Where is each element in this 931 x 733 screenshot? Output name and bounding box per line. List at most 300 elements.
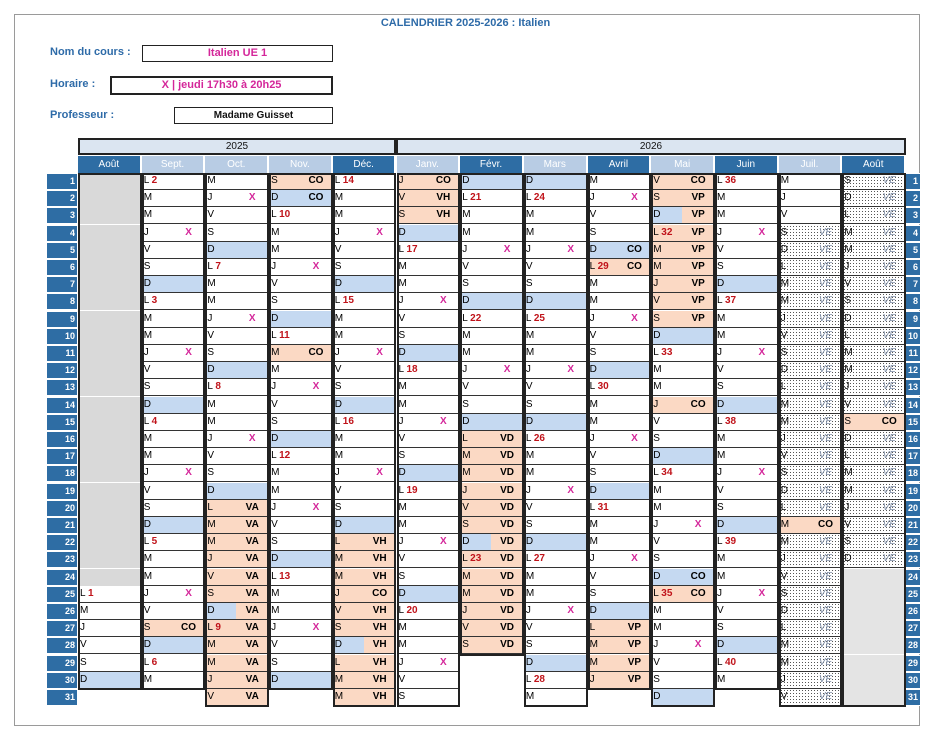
day-cell[interactable]: M	[333, 311, 364, 328]
day-note[interactable]	[682, 672, 715, 689]
day-cell[interactable]: J	[842, 259, 873, 276]
day-note[interactable]: CO	[300, 173, 333, 190]
day-note[interactable]	[364, 311, 397, 328]
day-cell[interactable]: S	[269, 173, 300, 190]
day-note[interactable]	[619, 328, 652, 345]
day-note[interactable]	[173, 551, 206, 568]
day-note[interactable]	[364, 414, 397, 431]
day-cell[interactable]: M	[651, 242, 682, 259]
day-note[interactable]: X	[300, 379, 333, 396]
day-note[interactable]	[300, 465, 333, 482]
course-field[interactable]: Italien UE 1	[142, 45, 333, 62]
day-note[interactable]	[236, 173, 269, 190]
day-note[interactable]: CO	[682, 397, 715, 414]
day-cell[interactable]: L 13	[269, 569, 300, 586]
day-note[interactable]	[619, 483, 652, 500]
day-cell[interactable]: S	[842, 293, 873, 310]
day-cell[interactable]: D	[779, 483, 810, 500]
day-cell[interactable]: M	[333, 551, 364, 568]
day-note[interactable]: VE	[873, 207, 906, 224]
day-cell[interactable]: L 19	[397, 483, 428, 500]
day-note[interactable]	[555, 500, 588, 517]
day-cell[interactable]: M	[142, 551, 173, 568]
day-note[interactable]	[173, 637, 206, 654]
day-cell[interactable]: M	[779, 173, 810, 190]
day-note[interactable]: CO	[682, 569, 715, 586]
day-note[interactable]	[173, 293, 206, 310]
day-note[interactable]	[555, 173, 588, 190]
day-note[interactable]	[173, 672, 206, 689]
day-cell[interactable]: L 20	[397, 603, 428, 620]
day-note[interactable]: VH	[428, 190, 461, 207]
day-cell[interactable]: L 14	[333, 173, 364, 190]
day-note[interactable]	[555, 431, 588, 448]
day-note[interactable]	[173, 603, 206, 620]
day-cell[interactable]: M	[524, 207, 555, 224]
day-cell[interactable]: J	[460, 242, 491, 259]
day-note[interactable]	[109, 637, 142, 654]
day-note[interactable]: X	[173, 586, 206, 603]
day-note[interactable]: CO	[364, 586, 397, 603]
day-cell[interactable]: M	[205, 517, 236, 534]
day-cell[interactable]: V	[715, 603, 746, 620]
day-cell[interactable]: L 22	[460, 311, 491, 328]
day-cell[interactable]: D	[779, 242, 810, 259]
day-cell[interactable]: J	[397, 414, 428, 431]
day-cell[interactable]: D	[333, 637, 364, 654]
day-note[interactable]	[173, 448, 206, 465]
day-note[interactable]: VD	[491, 534, 524, 551]
day-cell[interactable]: L 35	[651, 586, 682, 603]
day-cell[interactable]: S	[142, 259, 173, 276]
day-note[interactable]	[173, 431, 206, 448]
day-cell[interactable]: M	[397, 259, 428, 276]
day-note[interactable]: VE	[810, 483, 843, 500]
day-note[interactable]: VP	[619, 637, 652, 654]
day-note[interactable]: VE	[873, 225, 906, 242]
day-cell[interactable]: L 15	[333, 293, 364, 310]
day-cell[interactable]: J	[524, 483, 555, 500]
day-note[interactable]: VA	[236, 534, 269, 551]
day-note[interactable]	[300, 534, 333, 551]
day-note[interactable]: VE	[810, 345, 843, 362]
day-note[interactable]: VA	[236, 569, 269, 586]
day-note[interactable]: X	[364, 225, 397, 242]
day-note[interactable]	[300, 414, 333, 431]
day-cell[interactable]: L 21	[460, 190, 491, 207]
day-cell[interactable]: V	[460, 379, 491, 396]
day-note[interactable]: VE	[873, 551, 906, 568]
day-cell[interactable]: M	[333, 328, 364, 345]
day-cell[interactable]: V	[460, 620, 491, 637]
day-cell[interactable]: L 37	[715, 293, 746, 310]
day-cell[interactable]: M	[715, 569, 746, 586]
day-note[interactable]: X	[300, 500, 333, 517]
day-cell[interactable]: M	[205, 534, 236, 551]
day-cell[interactable]: L 32	[651, 225, 682, 242]
day-note[interactable]: VD	[491, 586, 524, 603]
day-cell[interactable]: M	[588, 276, 619, 293]
day-cell[interactable]: D	[397, 225, 428, 242]
day-note[interactable]	[746, 500, 779, 517]
day-note[interactable]	[300, 397, 333, 414]
day-cell[interactable]: S	[651, 431, 682, 448]
day-cell[interactable]: M	[651, 259, 682, 276]
day-cell[interactable]: V	[269, 276, 300, 293]
day-note[interactable]	[746, 207, 779, 224]
day-note[interactable]: VD	[491, 483, 524, 500]
day-note[interactable]	[555, 655, 588, 672]
day-cell[interactable]: J	[779, 311, 810, 328]
day-cell[interactable]: L 16	[333, 414, 364, 431]
day-cell[interactable]: D	[333, 397, 364, 414]
day-note[interactable]	[236, 379, 269, 396]
day-cell[interactable]: V	[397, 311, 428, 328]
day-note[interactable]	[555, 397, 588, 414]
day-note[interactable]	[173, 379, 206, 396]
day-cell[interactable]: V	[842, 517, 873, 534]
day-cell[interactable]: L 18	[397, 362, 428, 379]
day-cell[interactable]: S	[205, 586, 236, 603]
day-cell[interactable]: L 2	[142, 173, 173, 190]
day-cell[interactable]: D	[524, 173, 555, 190]
day-cell[interactable]: V	[842, 276, 873, 293]
day-cell[interactable]: M	[269, 483, 300, 500]
day-note[interactable]	[682, 551, 715, 568]
day-note[interactable]: X	[619, 431, 652, 448]
day-cell[interactable]: J	[205, 672, 236, 689]
day-cell[interactable]: J	[842, 379, 873, 396]
day-cell[interactable]: D	[397, 586, 428, 603]
day-note[interactable]: VE	[810, 465, 843, 482]
day-cell[interactable]: L 33	[651, 345, 682, 362]
day-cell[interactable]: D	[205, 362, 236, 379]
day-note[interactable]	[682, 500, 715, 517]
day-note[interactable]	[491, 328, 524, 345]
day-note[interactable]	[364, 397, 397, 414]
day-cell[interactable]: D	[142, 276, 173, 293]
day-cell[interactable]: J	[142, 465, 173, 482]
day-note[interactable]	[428, 259, 461, 276]
day-note[interactable]	[364, 293, 397, 310]
day-cell[interactable]: V	[205, 328, 236, 345]
day-cell[interactable]: D	[78, 672, 109, 689]
day-note[interactable]	[364, 276, 397, 293]
day-note[interactable]: VE	[810, 448, 843, 465]
day-cell[interactable]: L 27	[524, 551, 555, 568]
day-note[interactable]	[682, 620, 715, 637]
day-note[interactable]	[810, 190, 843, 207]
day-cell[interactable]: D	[588, 242, 619, 259]
day-note[interactable]	[109, 586, 142, 603]
day-cell[interactable]: J	[78, 620, 109, 637]
day-cell[interactable]: M	[588, 397, 619, 414]
day-note[interactable]: VE	[810, 414, 843, 431]
day-cell[interactable]: D	[460, 534, 491, 551]
day-note[interactable]	[236, 293, 269, 310]
day-note[interactable]	[300, 448, 333, 465]
day-note[interactable]	[555, 328, 588, 345]
day-cell[interactable]: L 23	[460, 551, 491, 568]
day-note[interactable]: VE	[873, 534, 906, 551]
day-note[interactable]: VE	[873, 173, 906, 190]
day-cell[interactable]: L 30	[588, 379, 619, 396]
day-note[interactable]: X	[491, 362, 524, 379]
day-cell[interactable]: V	[588, 448, 619, 465]
day-cell[interactable]: V	[333, 603, 364, 620]
day-note[interactable]	[236, 207, 269, 224]
day-note[interactable]: VP	[682, 276, 715, 293]
day-cell[interactable]: D	[205, 603, 236, 620]
day-note[interactable]: X	[746, 586, 779, 603]
day-cell[interactable]: S	[588, 465, 619, 482]
day-cell[interactable]: M	[588, 414, 619, 431]
day-cell[interactable]: D	[142, 637, 173, 654]
day-note[interactable]	[236, 362, 269, 379]
day-note[interactable]: X	[173, 225, 206, 242]
day-note[interactable]	[619, 345, 652, 362]
day-cell[interactable]: D	[333, 517, 364, 534]
day-cell[interactable]: V	[397, 431, 428, 448]
day-cell[interactable]: S	[397, 569, 428, 586]
day-note[interactable]: VE	[873, 431, 906, 448]
day-cell[interactable]: S	[460, 637, 491, 654]
day-cell[interactable]: V	[397, 190, 428, 207]
day-note[interactable]	[364, 259, 397, 276]
day-note[interactable]	[364, 190, 397, 207]
day-cell[interactable]: J	[142, 225, 173, 242]
day-cell[interactable]: M	[269, 465, 300, 482]
day-note[interactable]	[619, 603, 652, 620]
day-cell[interactable]: S	[397, 207, 428, 224]
day-cell[interactable]: M	[651, 500, 682, 517]
day-note[interactable]: VE	[810, 379, 843, 396]
day-cell[interactable]: M	[651, 603, 682, 620]
day-note[interactable]	[236, 276, 269, 293]
day-cell[interactable]: D	[397, 465, 428, 482]
day-note[interactable]: X	[300, 259, 333, 276]
day-note[interactable]	[555, 672, 588, 689]
day-note[interactable]	[619, 379, 652, 396]
day-cell[interactable]: S	[651, 672, 682, 689]
day-cell[interactable]: J	[142, 586, 173, 603]
day-cell[interactable]: V	[205, 448, 236, 465]
day-note[interactable]	[300, 431, 333, 448]
day-note[interactable]	[555, 448, 588, 465]
day-cell[interactable]: M	[588, 534, 619, 551]
day-cell[interactable]: M	[779, 637, 810, 654]
day-cell[interactable]: M	[397, 379, 428, 396]
day-note[interactable]: VE	[873, 276, 906, 293]
day-note[interactable]	[555, 311, 588, 328]
day-note[interactable]	[300, 637, 333, 654]
day-note[interactable]	[173, 242, 206, 259]
day-cell[interactable]: M	[205, 397, 236, 414]
day-cell[interactable]: J	[397, 173, 428, 190]
day-cell[interactable]: S	[460, 517, 491, 534]
day-cell[interactable]: M	[651, 362, 682, 379]
day-cell[interactable]: S	[779, 465, 810, 482]
day-note[interactable]	[555, 465, 588, 482]
day-note[interactable]	[173, 414, 206, 431]
day-note[interactable]: X	[746, 465, 779, 482]
day-cell[interactable]: J	[142, 345, 173, 362]
day-cell[interactable]: M	[460, 207, 491, 224]
day-cell[interactable]: L 25	[524, 311, 555, 328]
day-note[interactable]	[428, 397, 461, 414]
day-cell[interactable]: D	[269, 672, 300, 689]
day-note[interactable]: VE	[810, 569, 843, 586]
day-note[interactable]	[682, 689, 715, 706]
day-cell[interactable]: S	[142, 379, 173, 396]
day-note[interactable]: VE	[810, 534, 843, 551]
day-cell[interactable]: V	[779, 448, 810, 465]
day-cell[interactable]: J	[460, 483, 491, 500]
day-cell[interactable]: S	[842, 414, 873, 431]
day-note[interactable]	[555, 259, 588, 276]
day-cell[interactable]: M	[333, 689, 364, 706]
day-cell[interactable]: M	[460, 569, 491, 586]
day-cell[interactable]: M	[333, 207, 364, 224]
day-cell[interactable]: S	[651, 190, 682, 207]
day-cell[interactable]: S	[524, 397, 555, 414]
day-note[interactable]	[746, 362, 779, 379]
day-note[interactable]	[746, 190, 779, 207]
day-note[interactable]	[746, 431, 779, 448]
day-note[interactable]	[364, 173, 397, 190]
day-note[interactable]	[173, 397, 206, 414]
day-note[interactable]	[300, 655, 333, 672]
day-cell[interactable]: L 1	[78, 586, 109, 603]
day-cell[interactable]: L 31	[588, 500, 619, 517]
day-cell[interactable]: M	[269, 586, 300, 603]
day-cell[interactable]: S	[524, 637, 555, 654]
day-note[interactable]: VE	[810, 225, 843, 242]
day-cell[interactable]: D	[651, 448, 682, 465]
day-cell[interactable]: J	[269, 500, 300, 517]
day-cell[interactable]: S	[142, 620, 173, 637]
day-cell[interactable]: J	[205, 431, 236, 448]
day-cell[interactable]: J	[651, 276, 682, 293]
day-cell[interactable]: M	[524, 225, 555, 242]
day-note[interactable]: VE	[873, 517, 906, 534]
day-cell[interactable]: M	[269, 603, 300, 620]
day-note[interactable]	[173, 190, 206, 207]
day-note[interactable]	[428, 448, 461, 465]
day-cell[interactable]: V	[460, 500, 491, 517]
day-note[interactable]	[491, 190, 524, 207]
day-note[interactable]	[682, 414, 715, 431]
day-cell[interactable]: L 17	[397, 242, 428, 259]
day-cell[interactable]: L 28	[524, 672, 555, 689]
day-cell[interactable]: M	[269, 242, 300, 259]
day-cell[interactable]: M	[524, 328, 555, 345]
day-cell[interactable]: M	[142, 328, 173, 345]
day-note[interactable]	[300, 603, 333, 620]
day-cell[interactable]: D	[269, 431, 300, 448]
day-cell[interactable]: S	[205, 465, 236, 482]
day-note[interactable]	[428, 637, 461, 654]
day-note[interactable]	[428, 465, 461, 482]
day-note[interactable]	[746, 569, 779, 586]
day-cell[interactable]: S	[842, 534, 873, 551]
day-note[interactable]: VE	[873, 293, 906, 310]
day-note[interactable]: VE	[810, 586, 843, 603]
day-cell[interactable]: M	[524, 569, 555, 586]
day-note[interactable]	[619, 465, 652, 482]
day-note[interactable]	[364, 483, 397, 500]
day-note[interactable]	[555, 637, 588, 654]
day-cell[interactable]: D	[842, 431, 873, 448]
day-note[interactable]	[746, 259, 779, 276]
day-cell[interactable]: V	[333, 362, 364, 379]
day-note[interactable]: X	[746, 225, 779, 242]
day-note[interactable]: VD	[491, 569, 524, 586]
day-cell[interactable]: S	[333, 259, 364, 276]
day-cell[interactable]: S	[205, 225, 236, 242]
day-note[interactable]	[109, 672, 142, 689]
day-note[interactable]: VE	[810, 500, 843, 517]
day-cell[interactable]: S	[779, 586, 810, 603]
day-cell[interactable]: D	[651, 689, 682, 706]
day-note[interactable]: X	[555, 483, 588, 500]
day-cell[interactable]: V	[588, 569, 619, 586]
day-cell[interactable]: M	[397, 276, 428, 293]
day-cell[interactable]: L	[779, 500, 810, 517]
day-cell[interactable]: M	[333, 672, 364, 689]
day-note[interactable]	[428, 569, 461, 586]
day-note[interactable]: VE	[810, 655, 843, 672]
day-note[interactable]	[428, 500, 461, 517]
day-note[interactable]	[746, 379, 779, 396]
day-note[interactable]	[619, 448, 652, 465]
day-cell[interactable]: J	[651, 397, 682, 414]
day-note[interactable]: VA	[236, 672, 269, 689]
schedule-field[interactable]: X | jeudi 17h30 à 20h25	[110, 76, 333, 95]
day-note[interactable]	[173, 655, 206, 672]
day-note[interactable]: VP	[682, 259, 715, 276]
day-cell[interactable]: L 6	[142, 655, 173, 672]
day-note[interactable]: X	[428, 534, 461, 551]
day-cell[interactable]: J	[269, 620, 300, 637]
day-cell[interactable]: S	[715, 259, 746, 276]
day-cell[interactable]: S	[269, 534, 300, 551]
day-note[interactable]	[555, 276, 588, 293]
day-note[interactable]	[428, 431, 461, 448]
day-cell[interactable]: V	[715, 483, 746, 500]
day-cell[interactable]: L 34	[651, 465, 682, 482]
day-note[interactable]	[682, 362, 715, 379]
day-note[interactable]: VE	[810, 397, 843, 414]
day-note[interactable]: VE	[873, 448, 906, 465]
day-note[interactable]	[173, 500, 206, 517]
day-note[interactable]	[428, 603, 461, 620]
day-note[interactable]	[428, 242, 461, 259]
day-note[interactable]: CO	[810, 517, 843, 534]
day-cell[interactable]: M	[205, 276, 236, 293]
day-cell[interactable]: S	[142, 500, 173, 517]
day-cell[interactable]: V	[779, 569, 810, 586]
day-note[interactable]	[746, 551, 779, 568]
day-note[interactable]: X	[555, 362, 588, 379]
day-cell[interactable]: M	[460, 586, 491, 603]
day-note[interactable]	[682, 603, 715, 620]
day-note[interactable]	[555, 569, 588, 586]
day-cell[interactable]: L 36	[715, 173, 746, 190]
day-cell[interactable]: M	[779, 276, 810, 293]
day-note[interactable]	[746, 414, 779, 431]
day-note[interactable]	[746, 517, 779, 534]
